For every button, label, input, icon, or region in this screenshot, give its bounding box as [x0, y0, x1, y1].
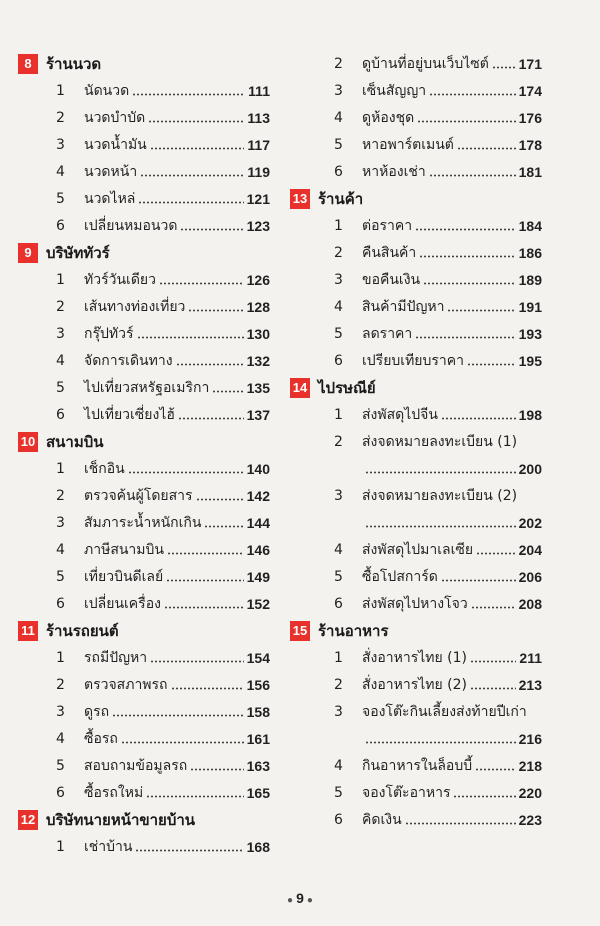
- dot-leader: [128, 471, 244, 474]
- toc-entry: [18, 536, 270, 563]
- entry-number: 4: [56, 541, 65, 558]
- entry-title: ซื้อโปสการ์ด: [362, 568, 438, 585]
- entry-title: สั่งอาหารไทย (2): [362, 676, 468, 693]
- entry-title: ขอคืนเงิน: [362, 271, 421, 288]
- dot-leader: [457, 147, 516, 150]
- toc-entry: [18, 77, 270, 104]
- dot-leader: [176, 363, 244, 366]
- entry-page-number: 142: [246, 487, 270, 504]
- section-title: ร้านนวด: [46, 54, 102, 73]
- entry-title: เช่าบ้าน: [84, 838, 133, 855]
- entry-number: 3: [334, 271, 343, 288]
- toc-entry: [290, 779, 542, 806]
- toc-entry: [290, 131, 542, 158]
- entry-number: 1: [56, 460, 65, 477]
- entry-page-number: 156: [246, 676, 270, 693]
- dot-leader: [212, 390, 243, 393]
- entry-title: สัมภาระน้ำหนักเกิน: [84, 514, 202, 531]
- section-title: ร้านรถยนต์: [46, 621, 119, 640]
- dot-leader: [196, 498, 244, 501]
- entry-title: ดูห้องชุด: [362, 109, 415, 126]
- entry-title: หาห้องเช่า: [362, 163, 426, 180]
- entry-number: 6: [56, 784, 65, 801]
- toc-entry: [18, 293, 270, 320]
- entry-page-number: 223: [518, 811, 542, 828]
- entry-title: เปลี่ยนหมอนวด: [84, 217, 178, 234]
- dot-leader: [112, 714, 244, 717]
- toc-entry: [290, 158, 542, 185]
- entry-title: ส่งพัสดุไปจีน: [362, 406, 438, 423]
- entry-title: ตรวจสภาพรถ: [84, 676, 168, 693]
- dot-leader: [190, 768, 243, 771]
- entry-number: 4: [334, 298, 343, 315]
- entry-page-number: 121: [246, 190, 270, 207]
- entry-number: 1: [334, 406, 343, 423]
- entry-page-number: 198: [518, 406, 542, 423]
- toc-entry: [18, 644, 270, 671]
- toc-entry: [290, 320, 542, 347]
- toc-entry: [18, 725, 270, 752]
- section-title: บริษัทนายหน้าขายบ้าน: [46, 810, 196, 829]
- entry-number: 2: [56, 298, 65, 315]
- entry-number: 1: [56, 271, 65, 288]
- entry-title: สั่งอาหารไทย (1): [362, 649, 468, 666]
- dot-leader: [415, 228, 516, 231]
- entry-number: 3: [334, 82, 343, 99]
- entry-number: 2: [334, 433, 343, 450]
- section-title: ไปรษณีย์: [318, 378, 376, 397]
- section-heading: [18, 50, 270, 77]
- section-title: ร้านค้า: [318, 189, 364, 208]
- entry-title: จองโต๊ะอาหาร: [362, 784, 451, 801]
- dot-leader: [135, 849, 243, 852]
- entry-number: 2: [56, 676, 65, 693]
- toc-entry: [18, 374, 270, 401]
- entry-page-number: 163: [246, 757, 270, 774]
- toc-entry: [18, 131, 270, 158]
- entry-title: ส่งจดหมายลงทะเบียน (2): [362, 487, 518, 504]
- entry-number: 3: [56, 325, 65, 342]
- toc-entry: [18, 320, 270, 347]
- entry-page-number: 113: [247, 109, 270, 126]
- dot-leader: [470, 660, 516, 663]
- entry-page-number: 149: [246, 568, 270, 585]
- section-number-badge: 9: [18, 243, 38, 263]
- section-title: บริษัททัวร์: [46, 243, 110, 262]
- entry-page-number: 186: [518, 244, 542, 261]
- dot-leader: [164, 606, 244, 609]
- section-heading: [18, 617, 270, 644]
- entry-page-number: 208: [518, 595, 542, 612]
- entry-page-number: 211: [519, 649, 542, 666]
- entry-number: 5: [334, 136, 343, 153]
- entry-page-number: 206: [518, 568, 542, 585]
- entry-page-number: 171: [518, 55, 542, 72]
- toc-entry: [18, 509, 270, 536]
- entry-page-number: 152: [246, 595, 270, 612]
- dot-leader: [470, 687, 516, 690]
- entry-title: ไปเที่ยวสหรัฐอเมริกา: [84, 379, 210, 396]
- entry-title: เที่ยวบินดีเลย์: [84, 568, 164, 585]
- dot-leader: [204, 525, 243, 528]
- entry-title: คิดเงิน: [362, 811, 402, 828]
- entry-title: สอบถามข้อมูลรถ: [84, 757, 188, 774]
- section-number-badge: 8: [18, 54, 38, 74]
- entry-number: 1: [56, 649, 65, 666]
- toc-entry: [290, 671, 542, 698]
- entry-number: 4: [334, 757, 343, 774]
- toc-entry: [18, 266, 270, 293]
- entry-number: 5: [334, 784, 343, 801]
- section-number-badge: 13: [290, 189, 310, 209]
- entry-title: เปลี่ยนเครื่อง: [84, 595, 161, 612]
- toc-left-column: [18, 50, 270, 860]
- entry-number: 6: [334, 352, 343, 369]
- dot-leader: [441, 579, 516, 582]
- dot-leader: [188, 309, 243, 312]
- section-number-badge: 15: [290, 621, 310, 641]
- section-heading: [290, 185, 542, 212]
- toc-entry: [290, 104, 542, 131]
- toc-entry: [18, 104, 270, 131]
- section-title: สนามบิน: [46, 432, 104, 451]
- dot-leader: [453, 795, 515, 798]
- entry-number: 4: [334, 541, 343, 558]
- toc-entry: [290, 698, 542, 725]
- entry-page-number: 158: [246, 703, 270, 720]
- entry-page-number: 146: [246, 541, 270, 558]
- dot-leader: [415, 336, 515, 339]
- entry-number: 6: [56, 595, 65, 612]
- dot-leader: [150, 660, 244, 663]
- entry-number: 6: [334, 595, 343, 612]
- entry-number: 6: [334, 811, 343, 828]
- section-number-badge: 11: [18, 621, 38, 641]
- entry-number: 6: [56, 406, 65, 423]
- entry-page-number: 126: [246, 271, 270, 288]
- entry-number: 5: [56, 568, 65, 585]
- entry-page-number: 200: [518, 460, 542, 477]
- entry-number: 5: [334, 325, 343, 342]
- section-number-badge: 10: [18, 432, 38, 452]
- toc-entry: [290, 77, 542, 104]
- entry-title: จองโต๊ะกินเลี้ยงส่งท้ายปีเก่า: [362, 703, 527, 720]
- entry-number: 1: [56, 82, 65, 99]
- entry-number: 2: [56, 109, 65, 126]
- entry-title: คืนสินค้า: [362, 244, 417, 261]
- toc-entry: [18, 752, 270, 779]
- toc-entry: [290, 428, 542, 455]
- entry-title: นวดหน้า: [84, 163, 138, 180]
- dot-leader: [476, 552, 516, 555]
- entry-title: เช็กอิน: [84, 460, 125, 477]
- section-heading: [18, 806, 270, 833]
- entry-page-number: 140: [246, 460, 270, 477]
- section-number-badge: 14: [290, 378, 310, 398]
- toc-entry: [290, 482, 542, 509]
- toc-entry-continuation: [290, 725, 542, 752]
- entry-title: ส่งพัสดุไปมาเลเซีย: [362, 541, 474, 558]
- entry-number: 3: [334, 487, 343, 504]
- entry-number: 2: [334, 676, 343, 693]
- dot-leader: [159, 282, 244, 285]
- entry-number: 2: [334, 244, 343, 261]
- toc-entry: [18, 347, 270, 374]
- entry-title: นวดน้ำมัน: [84, 136, 147, 153]
- entry-title: ซื้อรถใหม่: [84, 784, 144, 801]
- toc-entry: [290, 563, 542, 590]
- dot-leader: [429, 93, 516, 96]
- entry-number: 6: [334, 163, 343, 180]
- entry-page-number: 161: [246, 730, 270, 747]
- entry-page-number: 213: [518, 676, 542, 693]
- entry-number: 1: [334, 217, 343, 234]
- entry-number: 4: [56, 352, 65, 369]
- entry-page-number: 195: [518, 352, 542, 369]
- entry-number: 4: [334, 109, 343, 126]
- dot-leader: [180, 228, 243, 231]
- entry-title: เซ็นสัญญา: [362, 82, 427, 99]
- toc-entry: [290, 212, 542, 239]
- entry-title: นวดบำบัด: [84, 109, 146, 126]
- page-footer: [0, 890, 600, 906]
- dot-leader: [471, 606, 516, 609]
- entry-title: ลดราคา: [362, 325, 413, 342]
- dot-leader: [138, 201, 243, 204]
- dot-leader: [365, 741, 516, 744]
- dot-leader: [441, 417, 516, 420]
- entry-title: ดูรถ: [84, 703, 110, 720]
- toc-entry: [18, 401, 270, 428]
- entry-page-number: 132: [246, 352, 270, 369]
- section-heading: [18, 239, 270, 266]
- entry-number: 3: [56, 514, 65, 531]
- footer-dot-left-icon: ●: [287, 895, 294, 906]
- entry-page-number: 135: [246, 379, 270, 396]
- toc-entry: [290, 536, 542, 563]
- dot-leader: [429, 174, 516, 177]
- entry-title: นวดไหล่: [84, 190, 136, 207]
- toc-entry-continuation: [290, 455, 542, 482]
- entry-title: สินค้ามีปัญหา: [362, 298, 445, 315]
- page-number: 9: [296, 890, 304, 906]
- entry-title: ส่งจดหมายลงทะเบียน (1): [362, 433, 518, 450]
- toc-entry: [18, 158, 270, 185]
- entry-page-number: 154: [246, 649, 270, 666]
- entry-title: ต่อราคา: [362, 217, 413, 234]
- dot-leader: [467, 363, 516, 366]
- entry-title: กินอาหารในล็อบบี้: [362, 757, 473, 774]
- entry-title: ภาษีสนามบิน: [84, 541, 164, 558]
- dot-leader: [365, 471, 516, 474]
- entry-title: นัดนวด: [84, 82, 130, 99]
- entry-number: 3: [56, 703, 65, 720]
- entry-page-number: 123: [246, 217, 270, 234]
- entry-title: ส่งพัสดุไปหางโจว: [362, 595, 468, 612]
- entry-title: รถมีปัญหา: [84, 649, 148, 666]
- entry-page-number: 165: [246, 784, 270, 801]
- entry-page-number: 130: [246, 325, 270, 342]
- toc-right-column: [290, 50, 542, 833]
- entry-page-number: 144: [246, 514, 270, 531]
- entry-page-number: 218: [518, 757, 542, 774]
- section-number-badge: 12: [18, 810, 38, 830]
- toc-entry: [18, 671, 270, 698]
- entry-number: 4: [56, 730, 65, 747]
- entry-page-number: 181: [518, 163, 542, 180]
- footer-dot-right-icon: ●: [306, 895, 313, 906]
- entry-number: 5: [56, 757, 65, 774]
- section-title: ร้านอาหาร: [318, 621, 389, 640]
- entry-page-number: 168: [246, 838, 270, 855]
- entry-title: ซื้อรถ: [84, 730, 118, 747]
- dot-leader: [475, 768, 516, 771]
- toc-entry: [290, 401, 542, 428]
- toc-entry: [18, 185, 270, 212]
- entry-number: 1: [334, 649, 343, 666]
- entry-number: 5: [56, 190, 65, 207]
- toc-entry-continuation: [290, 509, 542, 536]
- dot-leader: [140, 174, 244, 177]
- toc-entry: [290, 293, 542, 320]
- entry-number: 6: [56, 217, 65, 234]
- section-heading: [18, 428, 270, 455]
- dot-leader: [146, 795, 243, 798]
- entry-page-number: 204: [518, 541, 542, 558]
- dot-leader: [178, 417, 244, 420]
- entry-page-number: 176: [518, 109, 542, 126]
- toc-entry: [18, 833, 270, 860]
- toc-entry: [290, 239, 542, 266]
- entry-number: 3: [56, 136, 65, 153]
- entry-page-number: 117: [247, 136, 270, 153]
- entry-page-number: 189: [518, 271, 542, 288]
- dot-leader: [137, 336, 244, 339]
- entry-title: ตรวจค้นผู้โดยสาร: [84, 487, 193, 504]
- entry-title: ทัวร์วันเดียว: [84, 271, 156, 288]
- entry-page-number: 220: [518, 784, 542, 801]
- entry-number: 5: [334, 568, 343, 585]
- entry-page-number: 202: [518, 514, 542, 531]
- toc-entry: [290, 590, 542, 617]
- entry-page-number: 174: [518, 82, 542, 99]
- toc-entry: [18, 590, 270, 617]
- dot-leader: [121, 741, 244, 744]
- entry-page-number: 216: [518, 730, 542, 747]
- dot-leader: [419, 255, 515, 258]
- entry-number: 3: [334, 703, 343, 720]
- dot-leader: [365, 525, 516, 528]
- entry-title: เส้นทางท่องเที่ยว: [84, 298, 186, 315]
- dot-leader: [166, 579, 243, 582]
- toc-entry: [18, 482, 270, 509]
- toc-entry: [18, 563, 270, 590]
- dot-leader: [405, 822, 516, 825]
- entry-number: 2: [56, 487, 65, 504]
- dot-leader: [423, 282, 516, 285]
- toc-entry: [290, 50, 542, 77]
- entry-number: 5: [56, 379, 65, 396]
- section-heading: [290, 617, 542, 644]
- entry-number: 4: [56, 163, 65, 180]
- dot-leader: [171, 687, 244, 690]
- toc-entry: [18, 455, 270, 482]
- toc-entry: [290, 806, 542, 833]
- toc-entry: [290, 347, 542, 374]
- entry-page-number: 178: [518, 136, 542, 153]
- entry-page-number: 191: [518, 298, 542, 315]
- entry-page-number: 119: [247, 163, 270, 180]
- toc-entry: [290, 266, 542, 293]
- dot-leader: [447, 309, 515, 312]
- entry-page-number: 193: [518, 325, 542, 342]
- dot-leader: [148, 120, 244, 123]
- entry-number: 2: [334, 55, 343, 72]
- entry-title: กรุ๊ปทัวร์: [84, 325, 134, 342]
- entry-number: 1: [56, 838, 65, 855]
- entry-page-number: 128: [246, 298, 270, 315]
- entry-title: ไปเที่ยวเซี่ยงไฮ้: [84, 406, 175, 423]
- entry-title: จัดการเดินทาง: [84, 352, 173, 369]
- entry-page-number: 137: [246, 406, 270, 423]
- toc-entry: [18, 779, 270, 806]
- entry-page-number: 184: [518, 217, 542, 234]
- toc-entry: [18, 698, 270, 725]
- entry-title: ดูบ้านที่อยู่บนเว็บไซต์: [362, 55, 489, 72]
- entry-page-number: 111: [248, 82, 270, 99]
- toc-entry: [18, 212, 270, 239]
- dot-leader: [167, 552, 244, 555]
- dot-leader: [492, 66, 516, 69]
- toc-entry: [290, 752, 542, 779]
- dot-leader: [150, 147, 245, 150]
- toc-entry: [290, 644, 542, 671]
- dot-leader: [132, 93, 245, 96]
- entry-title: เปรียบเทียบราคา: [362, 352, 464, 369]
- dot-leader: [417, 120, 515, 123]
- entry-title: หาอพาร์ตเมนต์: [362, 136, 454, 153]
- section-heading: [290, 374, 542, 401]
